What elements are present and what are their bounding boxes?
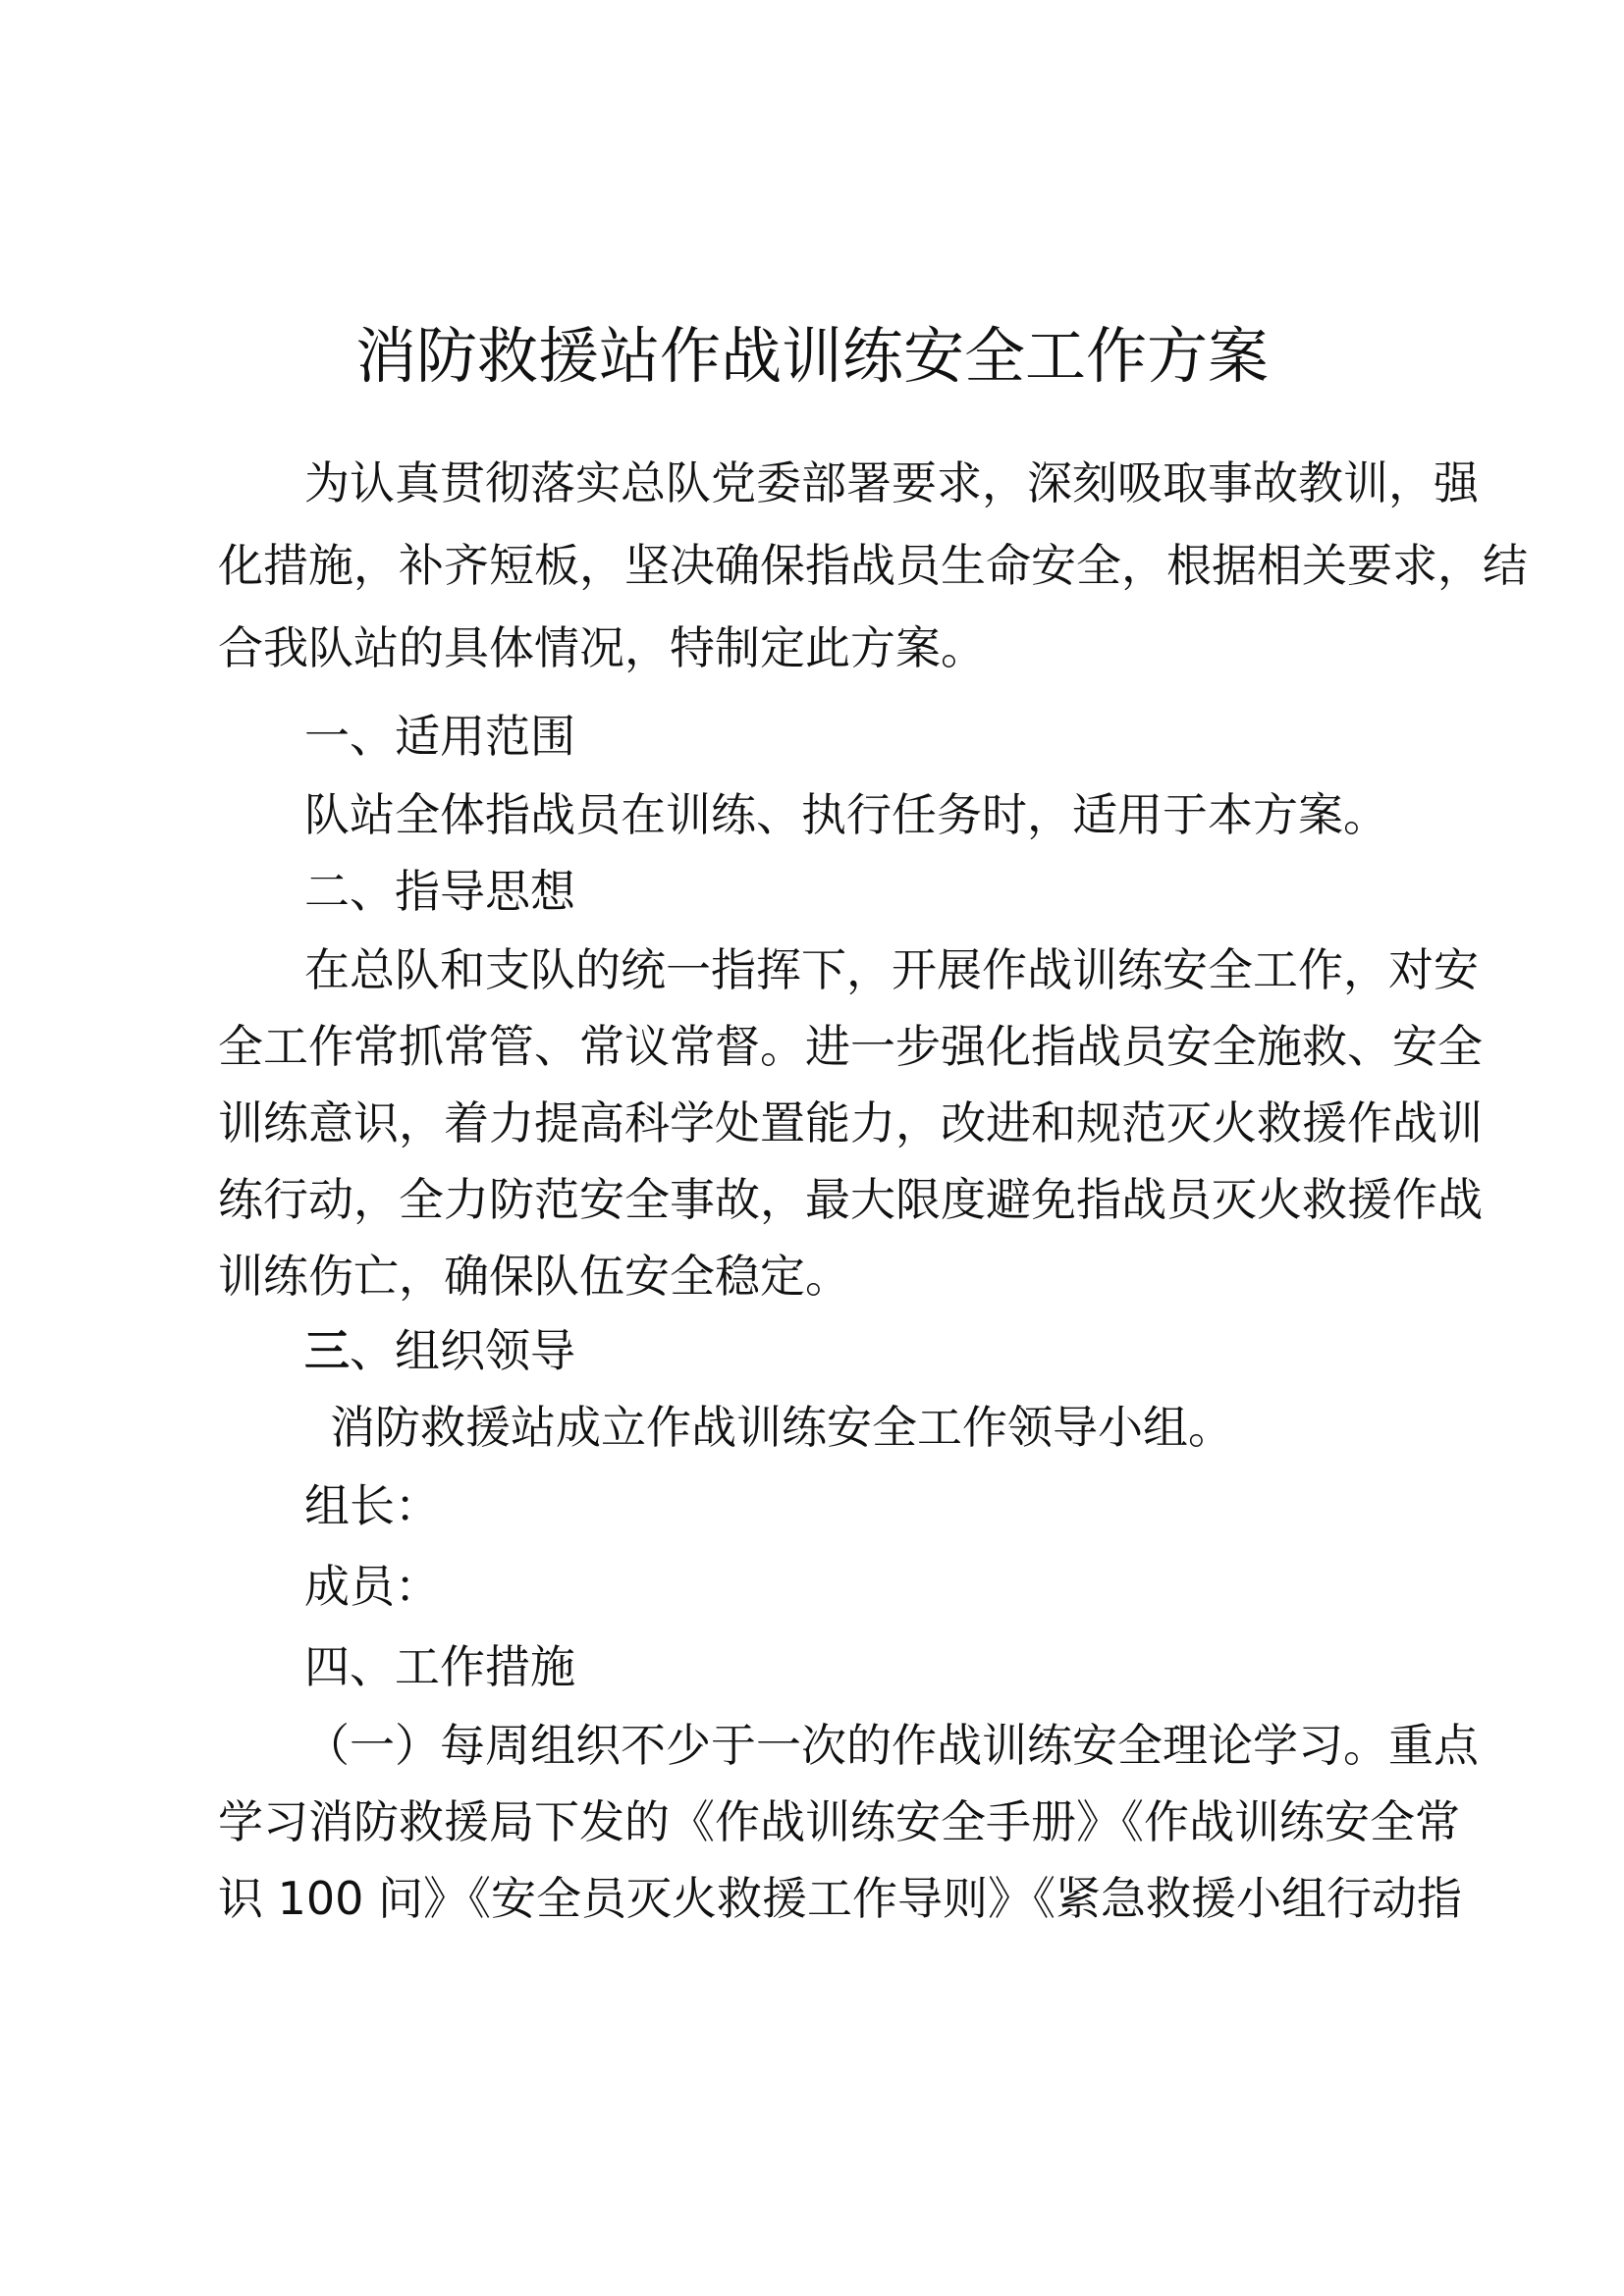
- guidance-line-5: 训练伤亡，确保队伍安全稳定。: [218, 1250, 850, 1303]
- guidance-line-2: 全工作常抓常管、常议常督。进一步强化指战员安全施救、安全: [218, 1020, 1483, 1073]
- measures-line-2: 学习消防救援局下发的《作战训练安全手册》《作战训练安全常: [218, 1795, 1460, 1848]
- section-numeral: 三: [304, 1324, 350, 1377]
- guidance-line-1: 在总队和支队的统一指挥下，开展作战训练安全工作，对安: [304, 943, 1479, 996]
- section-heading-guidance: 二、指导思想: [304, 865, 575, 918]
- members-label: 成员：: [304, 1560, 440, 1613]
- organization-paragraph: 消防救援站成立作战训练安全工作领导小组。: [330, 1401, 1233, 1454]
- guidance-line-4: 练行动，全力防范安全事故，最大限度避免指战员灭火救援作战: [218, 1173, 1483, 1226]
- intro-line-1: 为认真贯彻落实总队党委部署要求，深刻吸取事故教训，强: [304, 456, 1479, 509]
- scope-paragraph: 队站全体指战员在训练、执行任务时，适用于本方案。: [304, 788, 1388, 841]
- measures-line-1: （一）每周组织不少于一次的作战训练安全理论学习。重点: [304, 1719, 1479, 1772]
- intro-line-3: 合我队站的具体情况，特制定此方案。: [218, 621, 986, 674]
- leader-label: 组长：: [304, 1479, 440, 1532]
- measures-line-3: 识 100 问》《安全员灭火救援工作导则》《紧急救援小组行动指: [218, 1872, 1463, 1925]
- guidance-line-3: 训练意识，着力提高科学处置能力，改进和规范灭火救援作战训: [218, 1096, 1483, 1149]
- section-heading-scope: 一、适用范围: [304, 710, 575, 763]
- intro-line-2: 化措施，补齐短板，坚决确保指战员生命安全，根据相关要求，结: [218, 539, 1528, 592]
- section-heading-measures: 四、工作措施: [304, 1640, 575, 1693]
- document-title: 消防救援站作战训练安全工作方案: [354, 320, 1269, 392]
- section-heading-organization: [304, 1321, 575, 1380]
- section-heading-text: 、组织领导: [350, 1324, 575, 1377]
